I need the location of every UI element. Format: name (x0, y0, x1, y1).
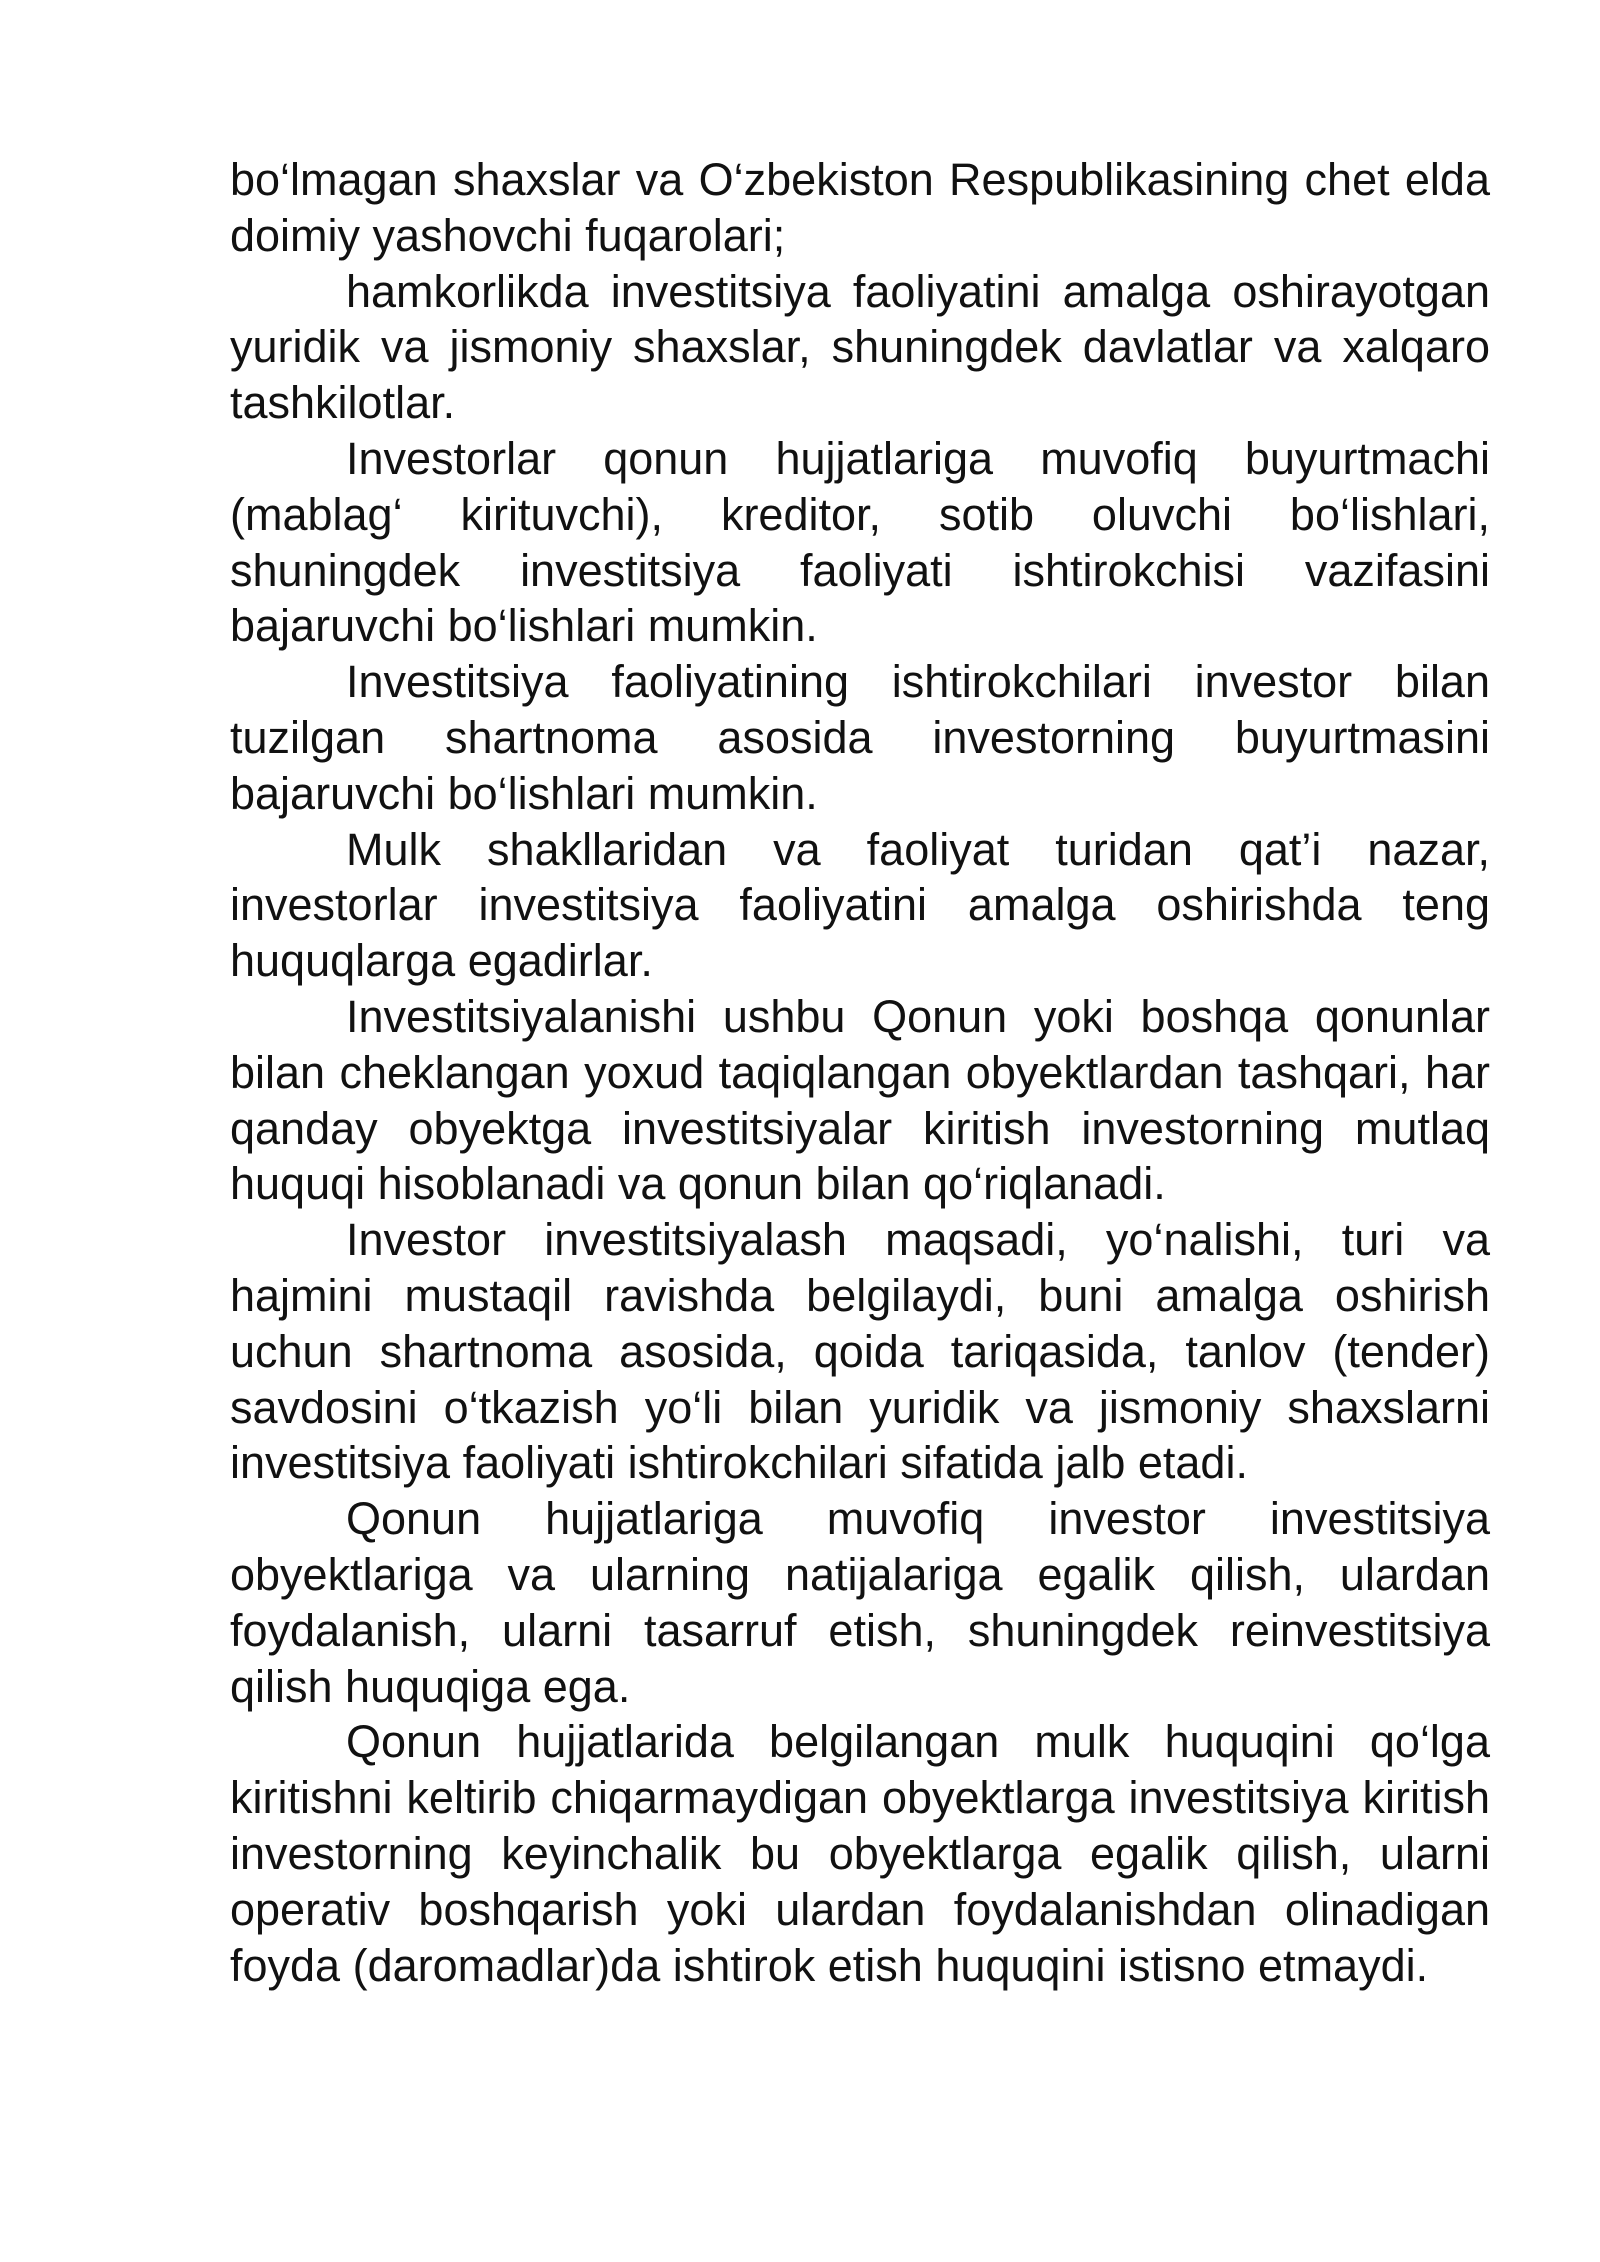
document-body (230, 152, 1490, 1993)
paragraph-5: Mulk shakllaridan va faoliyat turidan qat’i nazar, investorlar investitsiya faoliyatini amalga oshirishda teng huquqlarga egadirlar. (230, 823, 1490, 987)
paragraph-3: Investorlar qonun hujjatlariga muvofiq buyurtmachi (mablag‘ kirituvchi), kreditor, sotib oluvchi bo‘lishlari, shuningdek investitsiya faoliyati ishtirokchisi vazifasini bajaruvchi bo‘lishlari mumkin. (230, 432, 1490, 652)
paragraph-2: hamkorlikda investitsiya faoliyatini amalga oshirayotgan yuridik va jismoniy shaxslar, shuningdek davlatlar va xalqaro tashkilotlar. (230, 265, 1490, 429)
paragraph-6: Investitsiyalanishi ushbu Qonun yoki boshqa qonunlar bilan cheklangan yoxud taqiqlangan obyektlardan tashqari, har qanday obyektga investitsiyalar kiritish investorning mutlaq huquqi hisoblanadi va qonun bilan qo‘riqlanadi. (230, 990, 1490, 1210)
paragraph-4: Investitsiya faoliyatining ishtirokchilari investor bilan tuzilgan shartnoma asosida investorning buyurtmasini bajaruvchi bo‘lishlari mumkin. (230, 656, 1490, 819)
paragraph-1: bo‘lmagan shaxslar va O‘zbekiston Respublikasining chet elda doimiy yashovchi fuqarolari; (230, 154, 1490, 261)
paragraph-8: Qonun hujjatlariga muvofiq investor investitsiya obyektlariga va ularning natijalariga egalik qilish, ulardan foydalanish, ularni tasarruf etish, shuningdek reinvestitsiya qilish huquqiga ega. (230, 1493, 1490, 1712)
paragraph-9: Qonun hujjatlarida belgilangan mulk huquqini qo‘lga kiritishni keltirib chiqarmaydigan obyektlarga investitsiya kiritish investorning keyinchalik bu obyektlarga egalik qilish, ularni operativ boshqarish yoki ulardan foydalanishdan olinadigan foyda (daromadlar)da ishtirok etish huquqini istisno etmaydi. (230, 1716, 1490, 1991)
paragraph-7: Investor investitsiyalash maqsadi, yo‘nalishi, turi va hajmini mustaqil ravishda belgilaydi, buni amalga oshirish uchun shartnoma asosida, qoida tariqasida, tanlov (tender) savdosini o‘tkazish yo‘li bilan yuridik va jismoniy shaxslarni investitsiya faoliyati ishtirokchilari sifatida jalb etadi. (230, 1214, 1490, 1489)
